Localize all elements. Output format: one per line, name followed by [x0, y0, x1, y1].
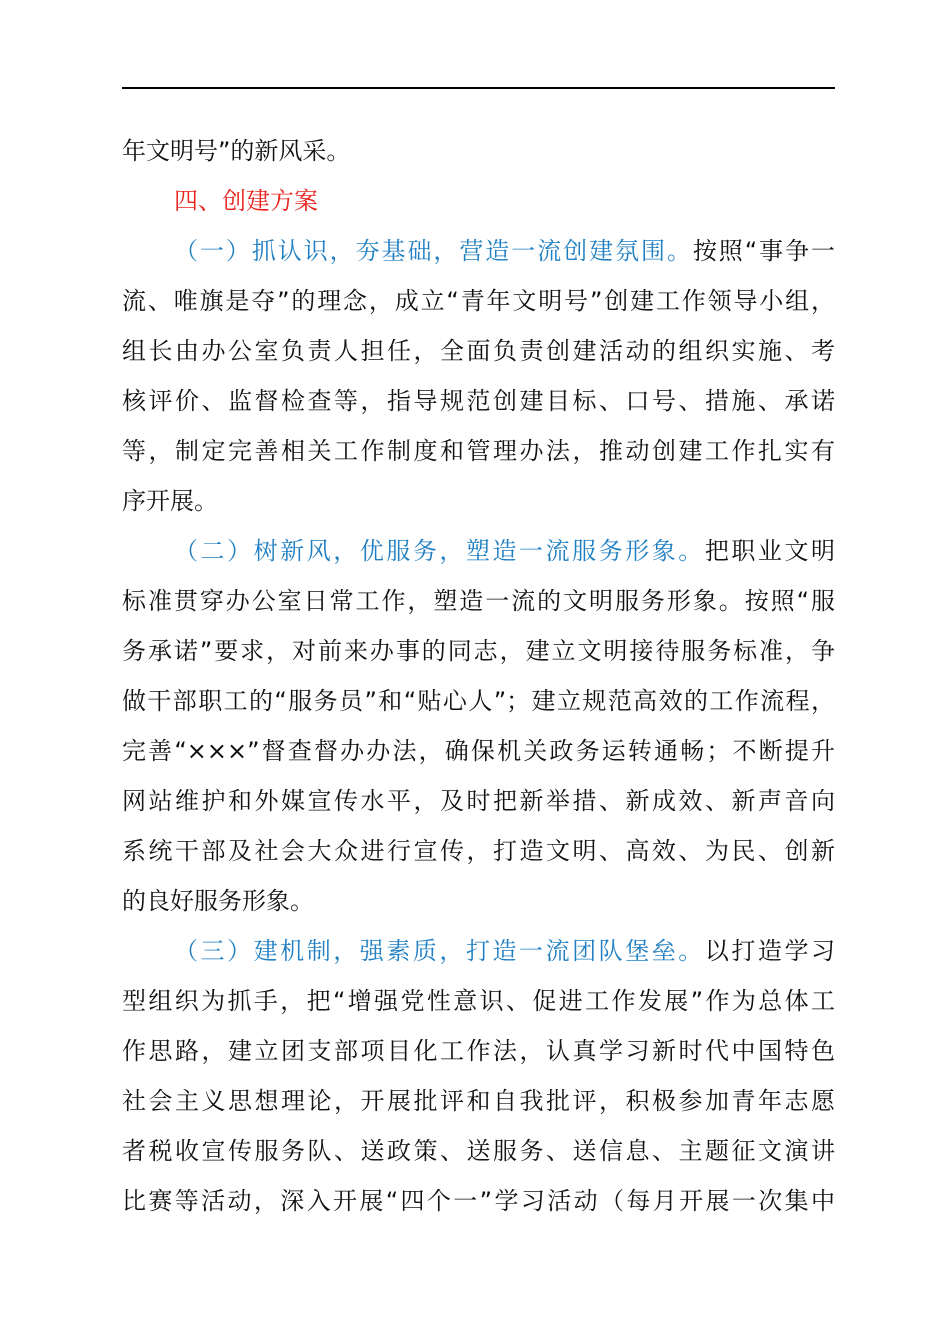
body-line: 组长由办公室负责人担任，全面负责创建活动的组织实施、考	[122, 337, 835, 365]
body-line: 作思路，建立团支部项目化工作法，认真学习新时代中国特色	[122, 1037, 835, 1065]
body-line: 的良好服务形象。	[122, 887, 314, 915]
body-text-span: 把职业文明	[704, 537, 836, 565]
body-line: 核评价、监督检查等，指导规范创建目标、口号、措施、承诺	[122, 387, 835, 415]
subsection-heading-3: （三）建机制，强素质，打造一流团队堡垒。	[174, 937, 705, 965]
body-line: 等，制定完善相关工作制度和管理办法，推动创建工作扎实有	[122, 437, 835, 465]
document-body	[122, 126, 835, 1226]
body-line: 型组织为抓手，把“增强党性意识、促进工作发展”作为总体工	[122, 987, 835, 1015]
paragraph-first-line	[122, 226, 835, 276]
body-line: 年文明号”的新风采。	[122, 137, 351, 165]
header-rule	[122, 87, 835, 89]
section-heading: 四、创建方案	[174, 187, 318, 215]
body-line: 流、唯旗是夺”的理念，成立“青年文明号”创建工作领导小组，	[122, 287, 835, 315]
body-line: 标准贯穿办公室日常工作，塑造一流的文明服务形象。按照“服	[122, 587, 835, 615]
body-line: 系统干部及社会大众进行宣传，打造文明、高效、为民、创新	[122, 837, 835, 865]
body-line: 务承诺”要求，对前来办事的同志，建立文明接待服务标准，争	[122, 637, 835, 665]
body-line: 社会主义思想理论，开展批评和自我批评，积极参加青年志愿	[122, 1087, 835, 1115]
subsection-heading-1: （一）抓认识，夯基础，营造一流创建氛围。	[174, 237, 693, 265]
body-line: 者税收宣传服务队、送政策、送服务、送信息、主题征文演讲	[122, 1137, 835, 1165]
body-line: 比赛等活动，深入开展“四个一”学习活动（每月开展一次集中	[122, 1187, 835, 1215]
paragraph-first-line	[122, 926, 835, 976]
body-line: 完善“×××”督查督办办法，确保机关政务运转通畅；不断提升	[122, 737, 835, 765]
body-line: 网站维护和外媒宣传水平，及时把新举措、新成效、新声音向	[122, 787, 835, 815]
body-text-span: 按照“事争一	[692, 237, 836, 265]
body-text-span: 以打造学习	[704, 937, 836, 965]
body-line: 做干部职工的“服务员”和“贴心人”；建立规范高效的工作流程，	[122, 687, 835, 715]
subsection-heading-2: （二）树新风，优服务，塑造一流服务形象。	[174, 537, 705, 565]
paragraph-first-line	[122, 526, 835, 576]
body-line: 序开展。	[122, 487, 218, 515]
